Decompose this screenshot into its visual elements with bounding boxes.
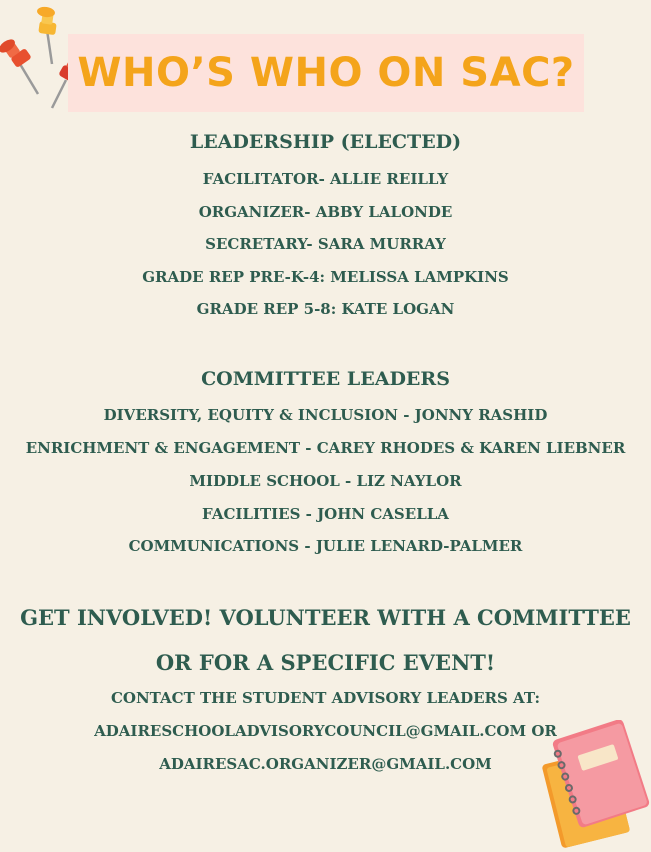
leadership-item: ORGANIZER- ABBY LALONDE bbox=[198, 203, 453, 221]
push-pin-icon bbox=[36, 6, 56, 64]
cta-line-1: GET INVOLVED! VOLUNTEER WITH A COMMITTEE bbox=[20, 605, 631, 630]
contact-email-1: ADAIRESCHOOLADVISORYCOUNCIL@GMAIL.COM OR bbox=[94, 722, 557, 740]
cta-line-2: OR FOR A SPECIFIC EVENT! bbox=[155, 650, 496, 675]
committee-item: ENRICHMENT & ENGAGEMENT - CAREY RHODES & KAREN LIEBNER bbox=[25, 439, 626, 457]
leadership-item: FACILITATOR- ALLIE REILLY bbox=[202, 170, 449, 188]
committee-item: DIVERSITY, EQUITY & INCLUSION - JONNY RASHID bbox=[103, 406, 548, 424]
committee-item: FACILITIES - JOHN CASELLA bbox=[202, 505, 449, 523]
leadership-item: GRADE REP 5-8: KATE LOGAN bbox=[196, 300, 455, 318]
contact-intro: CONTACT THE STUDENT ADVISORY LEADERS AT: bbox=[110, 689, 541, 707]
committee-item: COMMUNICATIONS - JULIE LENARD-PALMER bbox=[128, 537, 523, 555]
page-title: WHO’S WHO ON SAC? bbox=[77, 50, 575, 96]
committee-heading: COMMITTEE LEADERS bbox=[201, 368, 450, 390]
leadership-item: SECRETARY- SARA MURRAY bbox=[205, 235, 446, 253]
contact-email-2: ADAIRESAC.ORGANIZER@GMAIL.COM bbox=[159, 755, 492, 773]
leadership-heading: LEADERSHIP (ELECTED) bbox=[189, 131, 462, 153]
notebook-icon bbox=[530, 720, 651, 852]
leadership-item: GRADE REP PRE-K-4: MELISSA LAMPKINS bbox=[142, 268, 509, 286]
push-pin-icon bbox=[0, 37, 38, 94]
committee-item: MIDDLE SCHOOL - LIZ NAYLOR bbox=[189, 472, 462, 490]
